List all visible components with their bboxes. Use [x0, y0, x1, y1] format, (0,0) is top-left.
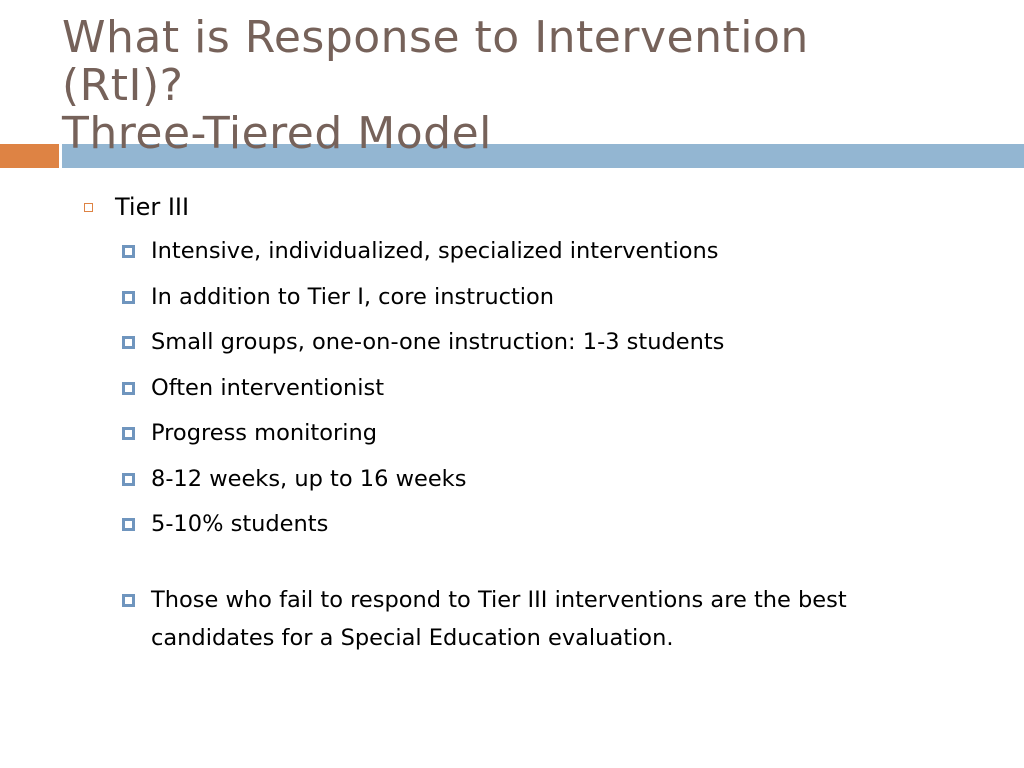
- square-bullet-icon: [122, 291, 135, 304]
- list-item: [80, 323, 960, 361]
- list-item-text: 5-10% students: [151, 511, 329, 537]
- tier-heading: Tier III: [115, 193, 190, 221]
- list-item-text: 8-12 weeks, up to 16 weeks: [151, 465, 467, 492]
- tier-detail-list: [80, 232, 960, 657]
- square-bullet-icon: [122, 427, 135, 440]
- title-line-1: What is Response to Intervention: [62, 12, 809, 63]
- accent-bar-orange: [0, 144, 59, 168]
- hollow-square-bullet-icon: [84, 203, 93, 212]
- square-bullet-icon: [122, 382, 135, 395]
- list-item: [80, 232, 960, 270]
- list-item-text: Small groups, one-on-one instruction: 1-3 students: [151, 329, 725, 355]
- slide-title: [62, 14, 962, 158]
- square-bullet-icon: [122, 473, 135, 486]
- square-bullet-icon: [122, 336, 135, 349]
- title-line-2: (RtI)?: [62, 60, 184, 111]
- list-item-text: Intensive, individualized, specialized interventions: [151, 238, 719, 264]
- list-item: [80, 369, 960, 407]
- tier-heading-item: [80, 190, 960, 224]
- square-bullet-icon: [122, 518, 135, 531]
- title-line-3: Three-Tiered Model: [62, 108, 492, 159]
- square-bullet-icon: [122, 245, 135, 258]
- list-item: [80, 505, 960, 543]
- list-item-conclusion: [80, 581, 960, 657]
- slide-content: [80, 190, 960, 665]
- list-item-text: Often interventionist: [151, 374, 385, 401]
- list-item-text: Progress monitoring: [151, 420, 377, 446]
- square-bullet-icon: [122, 594, 135, 607]
- list-item: [80, 278, 960, 316]
- list-item-text: In addition to Tier I, core instruction: [151, 283, 555, 310]
- list-item: [80, 460, 960, 498]
- list-item: [80, 414, 960, 452]
- list-item-text: Those who fail to respond to Tier III interventions are the best candidates for a Special Education evaluation.: [151, 587, 847, 651]
